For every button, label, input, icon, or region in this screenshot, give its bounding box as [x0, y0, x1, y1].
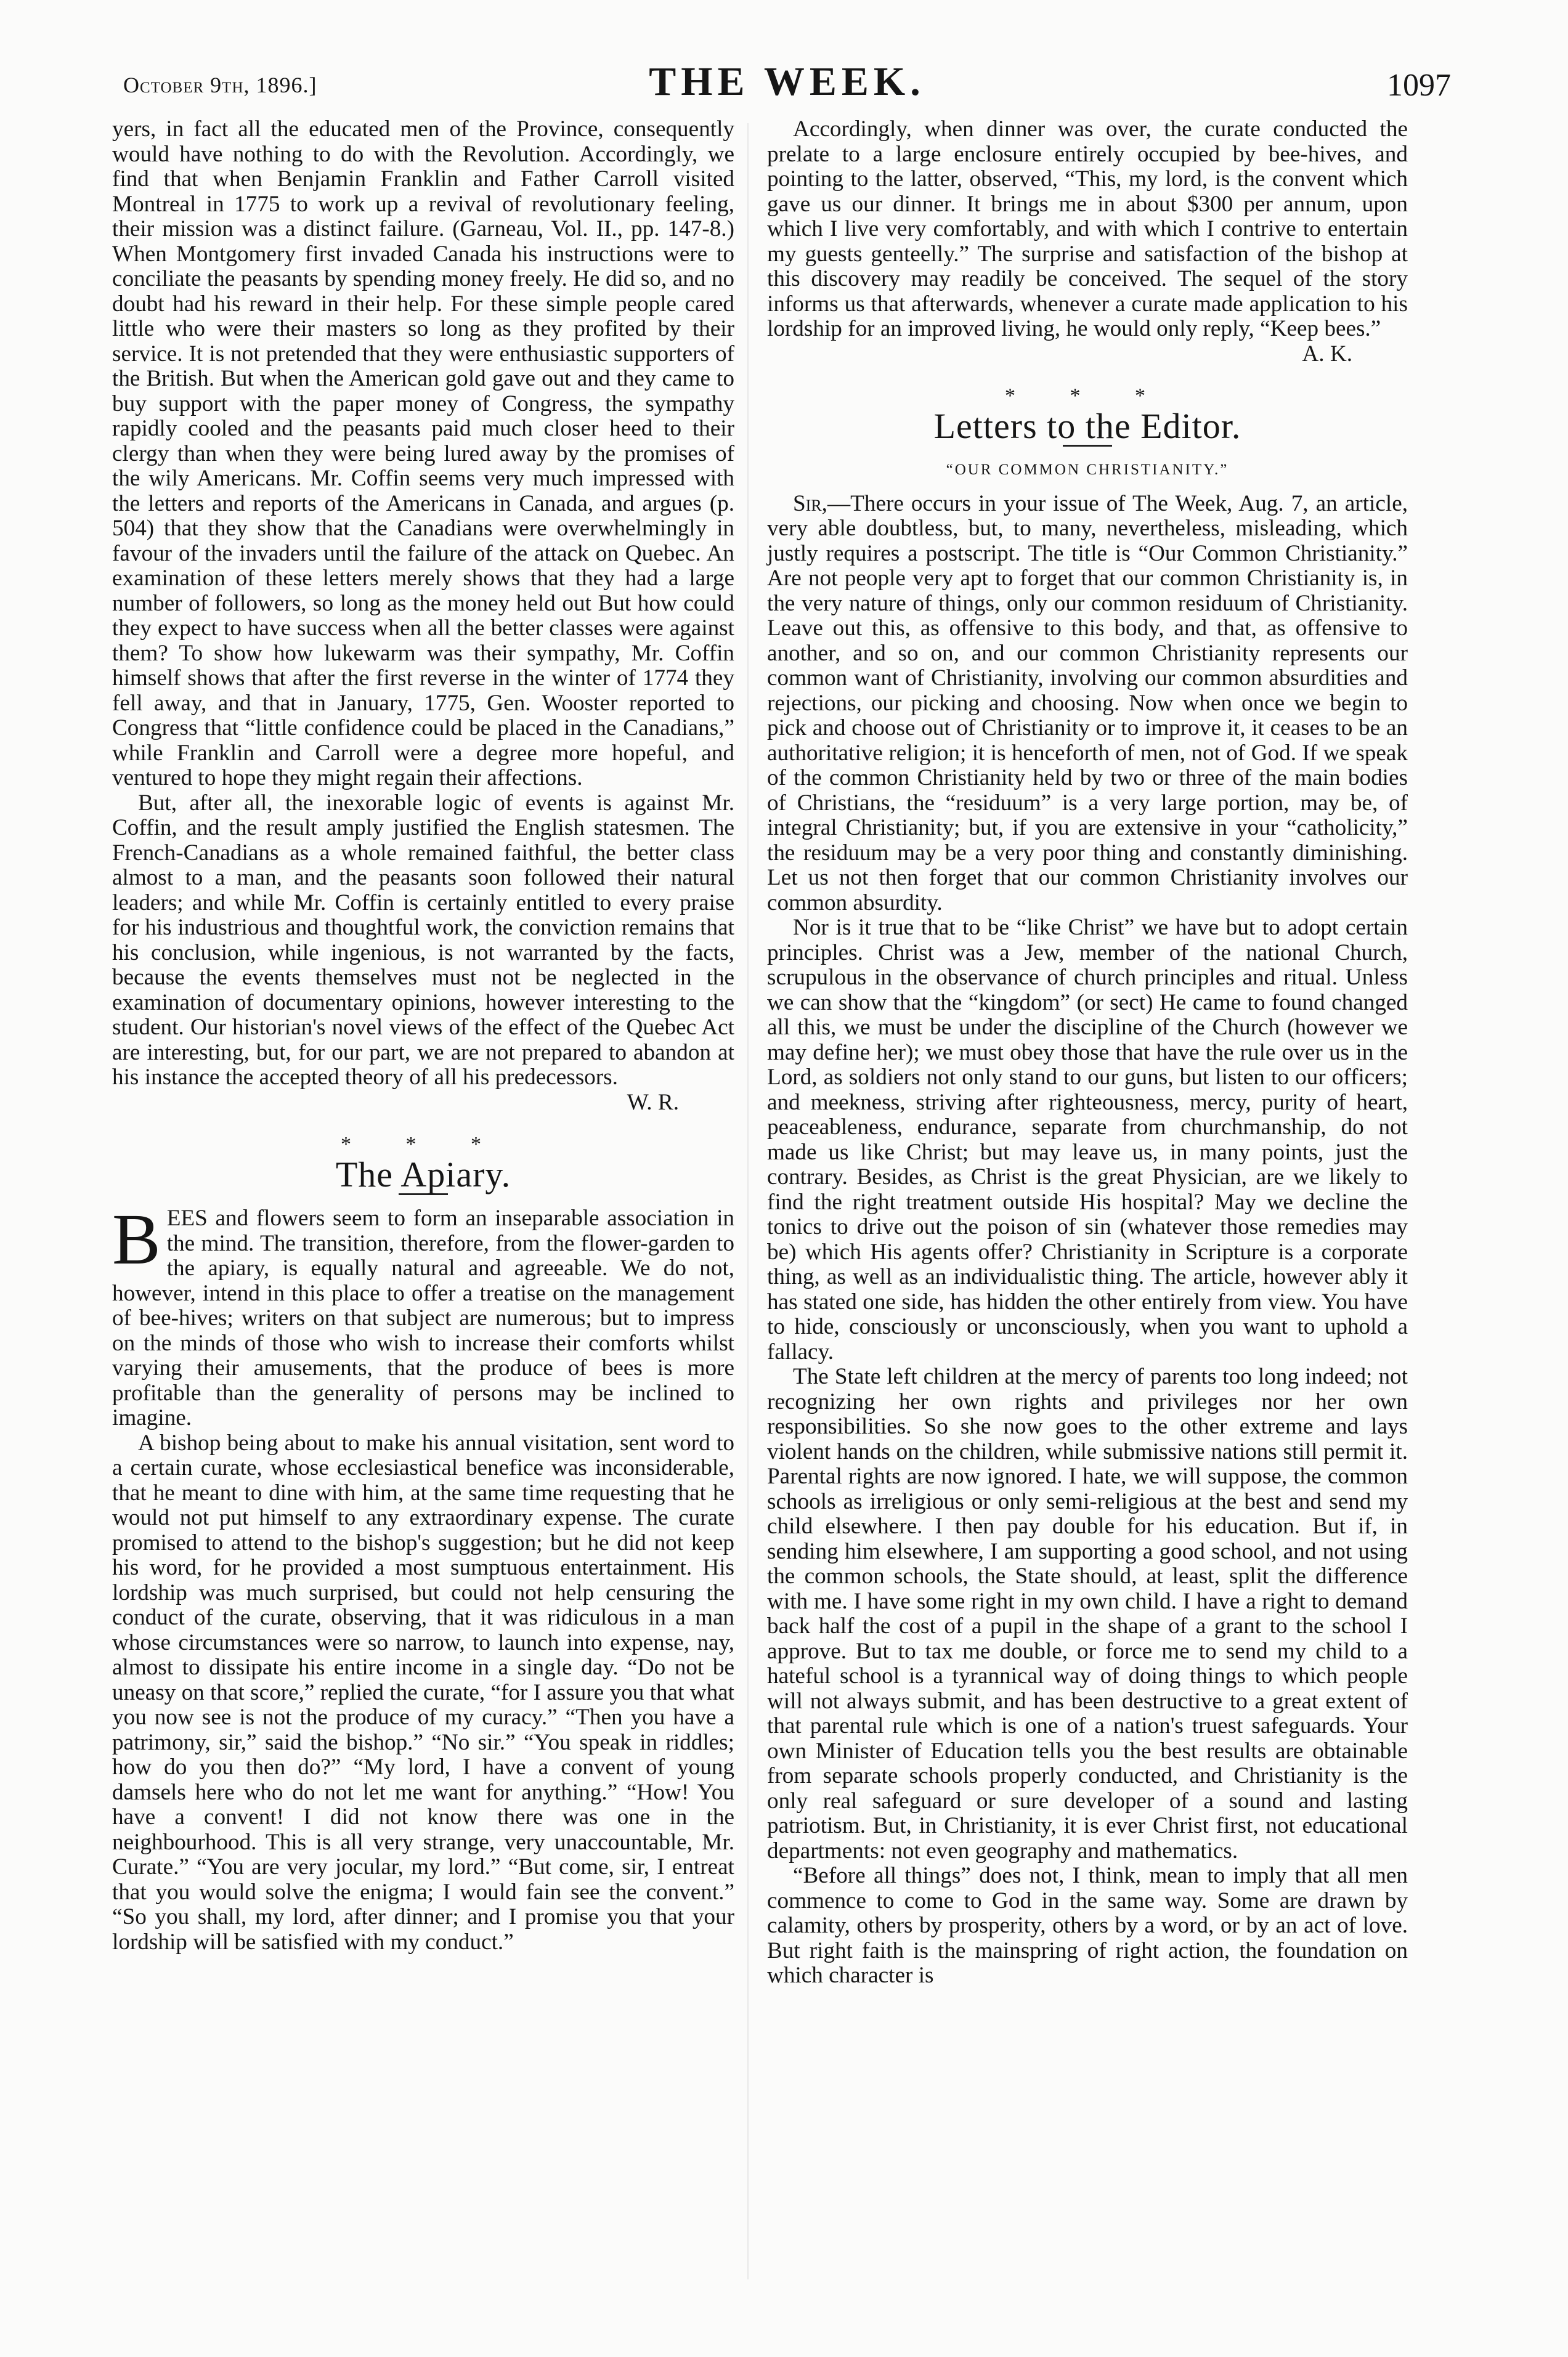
- publication-title: THE WEEK.: [649, 59, 925, 104]
- letter-title: “OUR COMMON CHRISTIANITY.”: [946, 461, 1229, 478]
- drop-cap: B: [112, 1199, 161, 1280]
- letter-paragraph: Nor is it true that to be “like Christ” we have but to adopt certain principles. Christ was a Jew, member of the national Church, scrupulous in the observance of church principles and ritual. Unless we can show that the “kingdom” (or sect) He came to found changed all this, we must be under the discipline of the Church (however we may define her); we must obey those that have the rule over us in the Lord, as soldiers not only stand to our guns, but listen to our officers; and meekness, striving after righteousness, mercy, purity of heart, peaceableness, endurance, separate from churchmanship, do not made us like Christ; but may leave us, in many points, just the contrary. Besides, as Christ is the great Physician, are we likely to find the right treatment outside His hospital? May we decline the tonics to drive out the poison of sin (whatever those remedies may be) which His agents offer? Christianity in Scripture is a corporate thing, as well as an individualistic thing. The article, however ably it has stated one side, has hidden the other entirely from view. You have to hide, consciously or unconsciously, when you want to uphold a fallacy.: [767, 915, 1408, 1365]
- page-number: 1097: [1387, 68, 1451, 103]
- salutation: Sir,: [793, 490, 827, 516]
- article-continuation-paragraph: yers, in fact all the educated men of the Province, consequently would have nothing to do with the Revolution. Accordingly, we find that when Benjamin Franklin and Father Carroll visited Montreal in 1775 to work up a revival of revolutionary feeling, their mission was a distinct failure. (Garneau, Vol. II., pp. 147-8.) When Montgomery first invaded Canada his instructions were to conciliate the peasants by spending money freely. He did so, and no doubt had his reward in their help. For these simple people cared little who were their masters so long as they profited by their service. It is not pretended that they were enthusiastic supporters of the British. But when the American gold gave out and they came to buy support with the paper money of Congress, the sympathy rapidly cooled and the peasants paid much closer heed to their clergy than when they were being lured away by the promises of the wily Americans. Mr. Coffin seems very much impressed with the letters and reports of the Americans in Canada, and argues (p. 504) that they show that the Canadians were overwhelmingly in favour of the invaders until the failure of the attack on Quebec. An examination of these letters merely shows that they had a large number of followers, so long as the money held out But how could they expect to have success when all the better classes were against them? To show how lukewarm was their sympathy, Mr. Coffin himself shows that after the first reverse in the winter of 1774 they fell away, and that in January, 1775, Gen. Wooster reported to Congress that “little confidence could be placed in the Canadians,” while Franklin and Carroll were a degree more hopeful, and ventured to hope they might regain their affections.: [112, 116, 734, 790]
- letter-paragraph-text: —There occurs in your issue of The Week, Aug. 7, an article, very able doubtless, but, to many, nevertheless, misleading, which justly requires a postscript. The title is “Our Common Christianity.” Are not people very apt to forget that our common Christianity is, in the very nature of things, only our common residuum of Christianity. Leave out this, as offensive to this body, and that, as offensive to another, and so on, and our common Christianity represents our common want of Christianity, involving our common absurdities and rejections, our picking and choosing. Now when once we begin to pick and choose out of Christianity or to improve it, it ceases to be an authoritative religion; it is henceforth of men, not of God. If we speak of the common Christianity held by two or three of the main bodies of Christians, the “residuum” is a very large portion, may be, of integral Christianity; but, if you are extensive in your “catholicity,” the residuum may be a very poor thing and constantly diminishing. Let us not then forget that our common Christianity involves our common absurdity.: [767, 490, 1408, 915]
- author-signature: A. K.: [1302, 341, 1352, 367]
- apiary-paragraph: Accordingly, when dinner was over, the curate conducted the prelate to a large enclosure entirely occupied by bee-hives, and pointing to the latter, observed, “This, my lord, is the convent which gave us our dinner. It brings me in about $300 per annum, upon which I live very comfortably, and with which I contrive to entertain my guests genteelly.” The surprise and satisfaction of the bishop at this discovery may readily be conceived. The sequel of the story informs us that afterwards, whenever a curate made application to his lordship for an improved living, he would only reply, “Keep bees.”: [767, 116, 1408, 341]
- letter-paragraph: [767, 492, 1408, 916]
- author-signature: W. R.: [627, 1089, 679, 1115]
- letter-paragraph: “Before all things” does not, I think, mean to imply that all men commence to come to God in the same way. Some are drawn by calamity, others by prosperity, others by a word, or by an act of love. But right faith is the mainspring of right action, the foundation on which character is: [767, 1863, 1408, 1988]
- section-heading: The Apiary.: [335, 1154, 511, 1195]
- apiary-paragraph-text: EES and flowers seem to form an inseparable association in the mind. The transition, therefore, from the flower-garden to the apiary, is equally natural and agreeable. We do not, however, intend in this place to offer a treatise on the management of bee-hives; writers on that subject are numerous; but to impress on the minds of those who wish to increase their comforts whilst varying their amusements, that the produce of bees is more profitable than the generality of persons may be inclined to imagine.: [112, 1206, 734, 1430]
- section-separator: * * *: [1005, 384, 1170, 407]
- apiary-paragraph: [112, 1199, 734, 1431]
- section-separator: * * *: [341, 1133, 506, 1156]
- issue-date: October 9th, 1896.]: [123, 73, 317, 97]
- right-column: [767, 117, 1408, 1989]
- letter-paragraph: The State left children at the mercy of parents too long indeed; not recognizing her own rights and privileges nor her own responsibilities. So she now goes to the other extreme and lays violent hands on the children, while submissive nations still permit it. Parental rights are now ignored. I hate, we will suppose, the common schools as irreligious or only semi-religious at the best and send my child elsewhere. I then pay double for his education. But if, in sending him elsewhere, I am supporting a good school, and not using the common schools, the State should, at least, split the difference with me. I have some right in my own child. I have a right to demand back half the cost of a pupil in the shape of a grant to the school I approve. But to tax me double, or force me to send my child to a hateful school is a tyrannical way of doing things to which people will not always submit, and has been destructive to a great extent of that parental rule which is one of a nation's truest safeguards. Your own Minister of Education tells you the best results are obtainable from separate schools properly conducted, and Christianity is the only real safeguard or sure developer of a sound and lasting patriotism. But, in Christianity, it is ever Christ first, not educational departments: not even geography and mathematics.: [767, 1364, 1408, 1864]
- masthead: [123, 59, 1451, 114]
- section-heading: Letters to the Editor.: [933, 405, 1241, 446]
- column-divider: [747, 123, 749, 2279]
- left-column: [112, 117, 734, 1955]
- article-continuation-paragraph: But, after all, the inexorable logic of events is against Mr. Coffin, and the result amply justified the English statesmen. The French-Canadians as a whole remained faithful, the better class almost to a man, and the peasants soon followed their natural leaders; and while Mr. Coffin is certainly entitled to every praise for his industrious and thoughtful work, the conviction remains that his conclusion, while ingenious, is not warranted by the facts, because the events themselves must not be neglected in the examination of documentary opinions, however interesting to the student. Our historian's novel views of the effect of the Quebec Act are interesting, but, for our part, we are not prepared to abandon at his instance the accepted theory of all his predecessors.: [112, 790, 734, 1090]
- apiary-paragraph: A bishop being about to make his annual visitation, sent word to a certain curate, whose ecclesiastical benefice was inconsiderable, that he meant to dine with him, at the same time requesting that he would not put himself to any extraordinary expense. The curate promised to attend to the bishop's suggestion; but he did not keep his word, for he provided a most sumptuous entertainment. His lordship was much surprised, but could not help censuring the conduct of the curate, observing, that it was ridiculous in a man whose circumstances were so narrow, to launch into expense, nay, almost to dissipate his entire income in a single day. “Do not be uneasy on that score,” replied the curate, “for I assure you that what you now see is not the produce of my curacy.” “Then you have a patrimony, sir,” said the bishop.” “No sir.” “You speak in riddles; how do you then do?” “My lord, I have a convent of young damsels here who do not let me want for anything.” “How! You have a convent! I did not know there was one in the neighbourhood. This is all very strange, very unaccountable, Mr. Curate.” “You are very jocular, my lord.” “But come, sir, I entreat that you would solve the enigma; I would fain see the convent.” “So you shall, my lord, after dinner; and I promise you that your lordship will be satisfied with my conduct.”: [112, 1430, 734, 1955]
